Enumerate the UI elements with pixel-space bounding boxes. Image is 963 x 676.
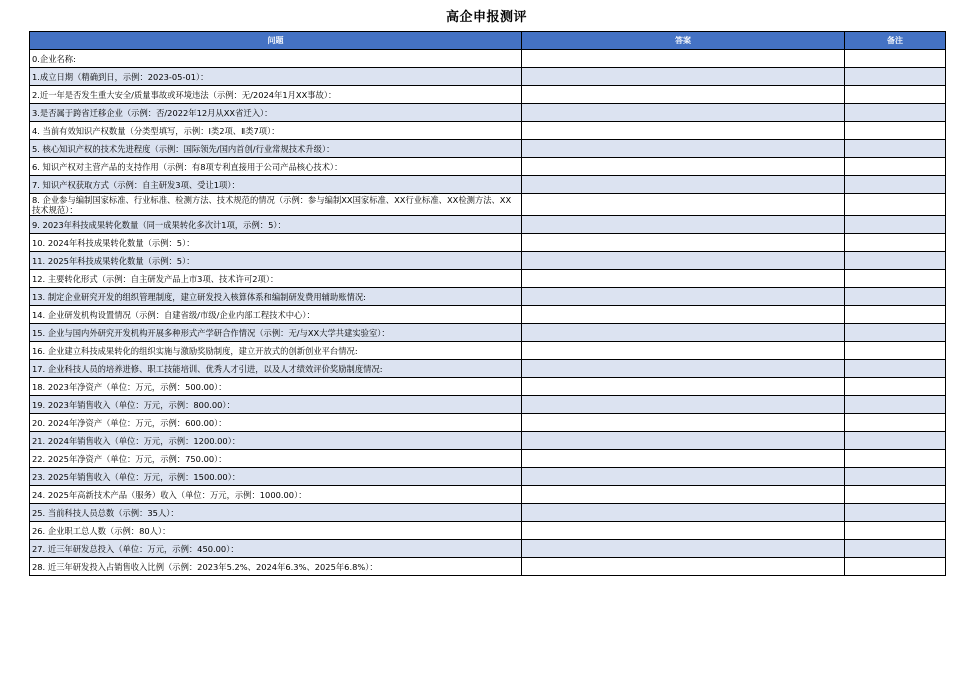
answer-cell[interactable] — [522, 342, 845, 360]
note-cell[interactable] — [845, 50, 946, 68]
note-cell[interactable] — [845, 68, 946, 86]
note-cell[interactable] — [845, 324, 946, 342]
table-row — [30, 324, 946, 342]
table-row — [30, 504, 946, 522]
table-row — [30, 140, 946, 158]
question-cell: 5. 核心知识产权的技术先进程度（示例：国际领先/国内首创/行业常规技术升级）： — [30, 140, 522, 158]
column-header-answer: 答案 — [522, 32, 845, 50]
note-cell[interactable] — [845, 450, 946, 468]
answer-cell[interactable] — [522, 216, 845, 234]
note-cell[interactable] — [845, 194, 946, 216]
table-row — [30, 558, 946, 576]
table-row — [30, 50, 946, 68]
evaluation-table — [29, 31, 946, 576]
question-cell: 25. 当前科技人员总数（示例：35人）： — [30, 504, 522, 522]
table-row — [30, 158, 946, 176]
note-cell[interactable] — [845, 504, 946, 522]
question-cell: 26. 企业职工总人数（示例：80人）： — [30, 522, 522, 540]
note-cell[interactable] — [845, 306, 946, 324]
answer-cell[interactable] — [522, 104, 845, 122]
answer-cell[interactable] — [522, 504, 845, 522]
answer-cell[interactable] — [522, 324, 845, 342]
note-cell[interactable] — [845, 104, 946, 122]
note-cell[interactable] — [845, 522, 946, 540]
question-cell: 11. 2025年科技成果转化数量（示例：5）： — [30, 252, 522, 270]
table-row — [30, 176, 946, 194]
column-header-note: 备注 — [845, 32, 946, 50]
question-cell: 28. 近三年研发投入占销售收入比例（示例：2023年5.2%、2024年6.3%、2025年6.8%）： — [30, 558, 522, 576]
question-cell: 18. 2023年净资产（单位：万元，示例：500.00）： — [30, 378, 522, 396]
question-cell: 23. 2025年销售收入（单位：万元，示例：1500.00）： — [30, 468, 522, 486]
note-cell[interactable] — [845, 540, 946, 558]
note-cell[interactable] — [845, 378, 946, 396]
question-cell: 16. 企业建立科技成果转化的组织实施与激励奖励制度，建立开放式的创新创业平台情况: — [30, 342, 522, 360]
question-cell: 14. 企业研发机构设置情况（示例：自建省级/市级/企业内部工程技术中心）： — [30, 306, 522, 324]
table-header-row — [30, 32, 946, 50]
answer-cell[interactable] — [522, 234, 845, 252]
table-row — [30, 360, 946, 378]
note-cell[interactable] — [845, 360, 946, 378]
question-cell: 6. 知识产权对主营产品的支持作用（示例：有8项专利直接用于公司产品核心技术）： — [30, 158, 522, 176]
answer-cell[interactable] — [522, 68, 845, 86]
question-cell: 7. 知识产权获取方式（示例：自主研发3项、受让1项）： — [30, 176, 522, 194]
answer-cell[interactable] — [522, 158, 845, 176]
question-cell: 21. 2024年销售收入（单位：万元，示例：1200.00）： — [30, 432, 522, 450]
question-cell: 8. 企业参与编制国家标准、行业标准、检测方法、技术规范的情况（示例：参与编制XX国家标准、XX行业标准、XX检测方法、XX技术规范）： — [30, 194, 522, 216]
table-row — [30, 432, 946, 450]
table-row — [30, 68, 946, 86]
table-row — [30, 270, 946, 288]
table-row — [30, 522, 946, 540]
note-cell[interactable] — [845, 252, 946, 270]
question-cell: 0.企业名称: — [30, 50, 522, 68]
note-cell[interactable] — [845, 234, 946, 252]
question-cell: 4. 当前有效知识产权数量（分类型填写，示例：Ⅰ类2项、Ⅱ类7项）： — [30, 122, 522, 140]
answer-cell[interactable] — [522, 176, 845, 194]
table-row — [30, 306, 946, 324]
note-cell[interactable] — [845, 140, 946, 158]
question-cell: 24. 2025年高新技术产品（服务）收入（单位：万元，示例：1000.00）： — [30, 486, 522, 504]
table-row — [30, 288, 946, 306]
note-cell[interactable] — [845, 86, 946, 104]
answer-cell[interactable] — [522, 486, 845, 504]
page-title: 高企申报测评 — [445, 10, 527, 25]
answer-cell[interactable] — [522, 558, 845, 576]
table-row — [30, 396, 946, 414]
table-row — [30, 234, 946, 252]
note-cell[interactable] — [845, 468, 946, 486]
table-row — [30, 216, 946, 234]
column-header-question: 问题 — [30, 32, 522, 50]
table-row — [30, 86, 946, 104]
answer-cell[interactable] — [522, 86, 845, 104]
answer-cell[interactable] — [522, 270, 845, 288]
question-cell: 20. 2024年净资产（单位：万元，示例：600.00）： — [30, 414, 522, 432]
answer-cell[interactable] — [522, 378, 845, 396]
question-cell: 22. 2025年净资产（单位：万元，示例：750.00）： — [30, 450, 522, 468]
note-cell[interactable] — [845, 122, 946, 140]
table-row — [30, 468, 946, 486]
answer-cell[interactable] — [522, 306, 845, 324]
table-row — [30, 252, 946, 270]
answer-cell[interactable] — [522, 396, 845, 414]
question-cell: 2.近一年是否发生重大安全/质量事故或环境违法（示例：无/2024年1月XX事故）： — [30, 86, 522, 104]
note-cell[interactable] — [845, 216, 946, 234]
question-cell: 10. 2024年科技成果转化数量（示例：5）： — [30, 234, 522, 252]
answer-cell[interactable] — [522, 414, 845, 432]
note-cell[interactable] — [845, 342, 946, 360]
question-cell: 17. 企业科技人员的培养进修、职工技能培训、优秀人才引进，以及人才绩效评价奖励制度情况: — [30, 360, 522, 378]
answer-cell[interactable] — [522, 194, 845, 216]
answer-cell[interactable] — [522, 522, 845, 540]
note-cell[interactable] — [845, 270, 946, 288]
note-cell[interactable] — [845, 414, 946, 432]
question-cell: 13. 制定企业研究开发的组织管理制度，建立研发投入核算体系和编制研发费用辅助账情况: — [30, 288, 522, 306]
answer-cell[interactable] — [522, 50, 845, 68]
note-cell[interactable] — [845, 176, 946, 194]
note-cell[interactable] — [845, 486, 946, 504]
table-body — [30, 50, 946, 576]
table-row — [30, 194, 946, 216]
answer-cell[interactable] — [522, 432, 845, 450]
question-cell: 27. 近三年研发总投入（单位：万元，示例：450.00）： — [30, 540, 522, 558]
answer-cell[interactable] — [522, 360, 845, 378]
answer-cell[interactable] — [522, 468, 845, 486]
answer-cell[interactable] — [522, 122, 845, 140]
answer-cell[interactable] — [522, 252, 845, 270]
note-cell[interactable] — [845, 396, 946, 414]
question-cell: 19. 2023年销售收入（单位：万元，示例：800.00）： — [30, 396, 522, 414]
question-cell: 1.成立日期（精确到日，示例：2023-05-01）： — [30, 68, 522, 86]
note-cell[interactable] — [845, 288, 946, 306]
question-cell: 12. 主要转化形式（示例：自主研发产品上市3项、技术许可2项）： — [30, 270, 522, 288]
table-row — [30, 486, 946, 504]
table-row — [30, 414, 946, 432]
answer-cell[interactable] — [522, 450, 845, 468]
question-cell: 3.是否属于跨省迁移企业（示例：否/2022年12月从XX省迁入）： — [30, 104, 522, 122]
answer-cell[interactable] — [522, 540, 845, 558]
question-cell: 15. 企业与国内外研究开发机构开展多种形式产学研合作情况（示例：无/与XX大学共建实验室）： — [30, 324, 522, 342]
answer-cell[interactable] — [522, 140, 845, 158]
note-cell[interactable] — [845, 158, 946, 176]
question-cell: 9. 2023年科技成果转化数量（同一成果转化多次计1项，示例：5）： — [30, 216, 522, 234]
answer-cell[interactable] — [522, 288, 845, 306]
table-row — [30, 540, 946, 558]
table-row — [30, 122, 946, 140]
table-row — [30, 104, 946, 122]
table-row — [30, 342, 946, 360]
note-cell[interactable] — [845, 558, 946, 576]
table-row — [30, 450, 946, 468]
table-row — [30, 378, 946, 396]
note-cell[interactable] — [845, 432, 946, 450]
